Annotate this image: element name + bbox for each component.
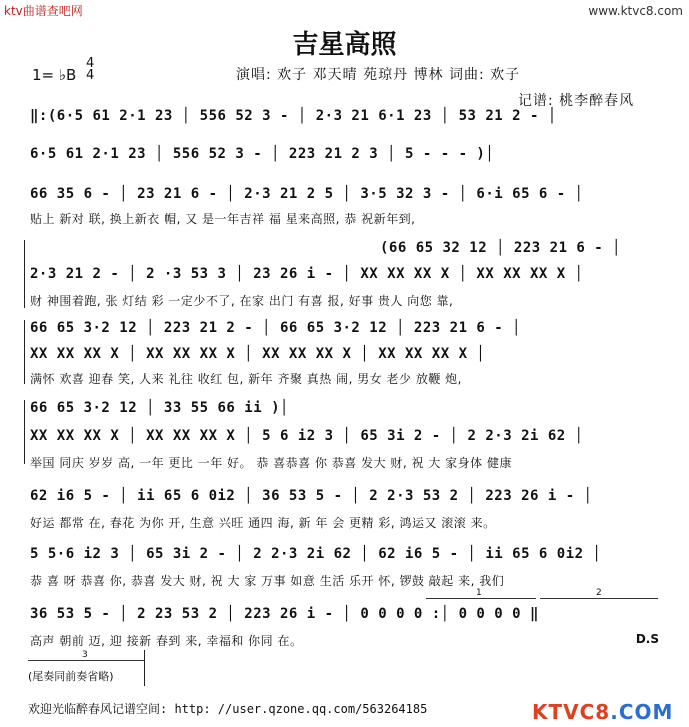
score-row-3-notes: 66 35 6 - │ 23 21 6 - │ 2·3 21 2 5 │ 3·5 32 3 - │ 6·i 65 6 - │: [30, 186, 584, 202]
score-row-1-notes: ‖:(6·5 61 2·1 23 │ 556 52 3 - │ 2·3 21 6·1 23 │ 53 21 2 - │: [30, 108, 557, 124]
score-row-7-lyrics: 满怀 欢喜 迎春 笑, 人来 礼往 收红 包, 新年 齐聚 真热 闹, 男女 老少 放鞭 炮,: [30, 372, 462, 386]
credits-singers: 演唱: 欢子 邓天晴 苑琼丹 博林 词曲: 欢子: [236, 67, 521, 83]
site-watermark-right: www.ktvc8.com: [588, 4, 683, 18]
volta-1-label: 1: [476, 588, 482, 598]
brand-logo: [532, 700, 673, 724]
system-bracket: [24, 240, 25, 308]
outro-note: (尾奏同前奏省略): [28, 670, 114, 683]
volta-3-end: [144, 650, 145, 686]
site-watermark-left: ktv曲谱查吧网: [4, 4, 83, 18]
score-row-11-notes: 5 5·6 i2 3 │ 65 3i 2 - │ 2 2·3 2i 62 │ 62 i6 5 - │ ii 65 6 0i2 │: [30, 546, 602, 562]
meter-top: 4: [86, 56, 95, 71]
song-title: 吉星高照: [292, 30, 397, 60]
dal-segno-mark: D.S: [635, 632, 659, 646]
brand-part-b: C8: [579, 700, 611, 724]
score-row-10-lyrics: 好运 都常 在, 春花 为你 开, 生意 兴旺 通四 海, 新 年 会 更精 彩, 鸿运又 滚滚 来。: [30, 516, 496, 530]
score-row-11-lyrics: 恭 喜 呀 恭喜 你, 恭喜 发大 财, 祝 大 家 万事 如意 生活 乐开 怀, 锣鼓 敲起 来, 我们: [30, 574, 505, 588]
volta-2-bracket: [540, 598, 658, 599]
system-bracket: [24, 400, 25, 464]
score-row-6-notes: 66 65 3·2 12 │ 223 21 2 - │ 66 65 3·2 12 │ 223 21 6 - │: [30, 320, 522, 336]
score-row-8-notes: 66 65 3·2 12 │ 33 55 66 ii )│: [30, 400, 289, 416]
key-signature: 1= ♭B: [32, 66, 77, 84]
score-row-12-notes: 36 53 5 - │ 2 23 53 2 │ 223 26 i - │ 0 0 0 0 :│ 0 0 0 0 ‖: [30, 606, 539, 622]
volta-3-bracket: [28, 660, 144, 661]
score-row-9-lyrics: 举国 同庆 岁岁 高, 一年 更比 一年 好。 恭 喜恭喜 你 恭喜 发大 财, 祝 大 家身体 健康: [30, 456, 512, 470]
footer-credit: 欢迎光临醉春风记谱空间: http: //user.qzone.qq.com/563264185: [28, 702, 428, 716]
score-row-5-notes: 2·3 21 2 - │ 2 ·3 53 3 │ 23 26 i - │ XX XX XX X │ XX XX XX X │: [30, 266, 584, 282]
score-row-2-notes: 6·5 61 2·1 23 │ 556 52 3 - │ 223 21 2 3 │ 5 - - - )│: [30, 146, 495, 162]
brand-part-c: .COM: [610, 700, 674, 724]
time-signature: [86, 58, 94, 82]
score-row-5-lyrics: 财 神围着跑, 张 灯结 彩 一定少不了, 在家 出门 有喜 报, 好事 贵人 向您 靠,: [30, 294, 454, 308]
volta-2-label: 2: [596, 588, 602, 598]
score-row-10-notes: 62 i6 5 - │ ii 65 6 0i2 │ 36 53 5 - │ 2 2·3 53 2 │ 223 26 i - │: [30, 488, 593, 504]
meter-bottom: 4: [86, 68, 95, 83]
brand-part-a: KTV: [532, 700, 580, 724]
score-row-3-lyrics: 贴上 新对 联, 换上新衣 帽, 又 是一年吉祥 福 星来高照, 恭 祝新年到,: [30, 212, 416, 226]
volta-3-label: 3: [82, 650, 88, 660]
score-row-12-lyrics: 高声 朝前 迈, 迎 接新 春到 来, 幸福和 你同 在。: [30, 634, 303, 648]
system-bracket: [24, 320, 25, 384]
score-row-4-notes: (66 65 32 12 │ 223 21 6 - │: [380, 240, 622, 256]
credits-transcriber: 记谱: 桃李醉春风: [518, 93, 635, 109]
score-row-9-notes: XX XX XX X │ XX XX XX X │ 5 6 i2 3 │ 65 3i 2 - │ 2 2·3 2i 62 │: [30, 428, 584, 444]
volta-1-bracket: [426, 598, 536, 599]
score-row-7-notes: XX XX XX X │ XX XX XX X │ XX XX XX X │ XX XX XX X │: [30, 346, 486, 362]
